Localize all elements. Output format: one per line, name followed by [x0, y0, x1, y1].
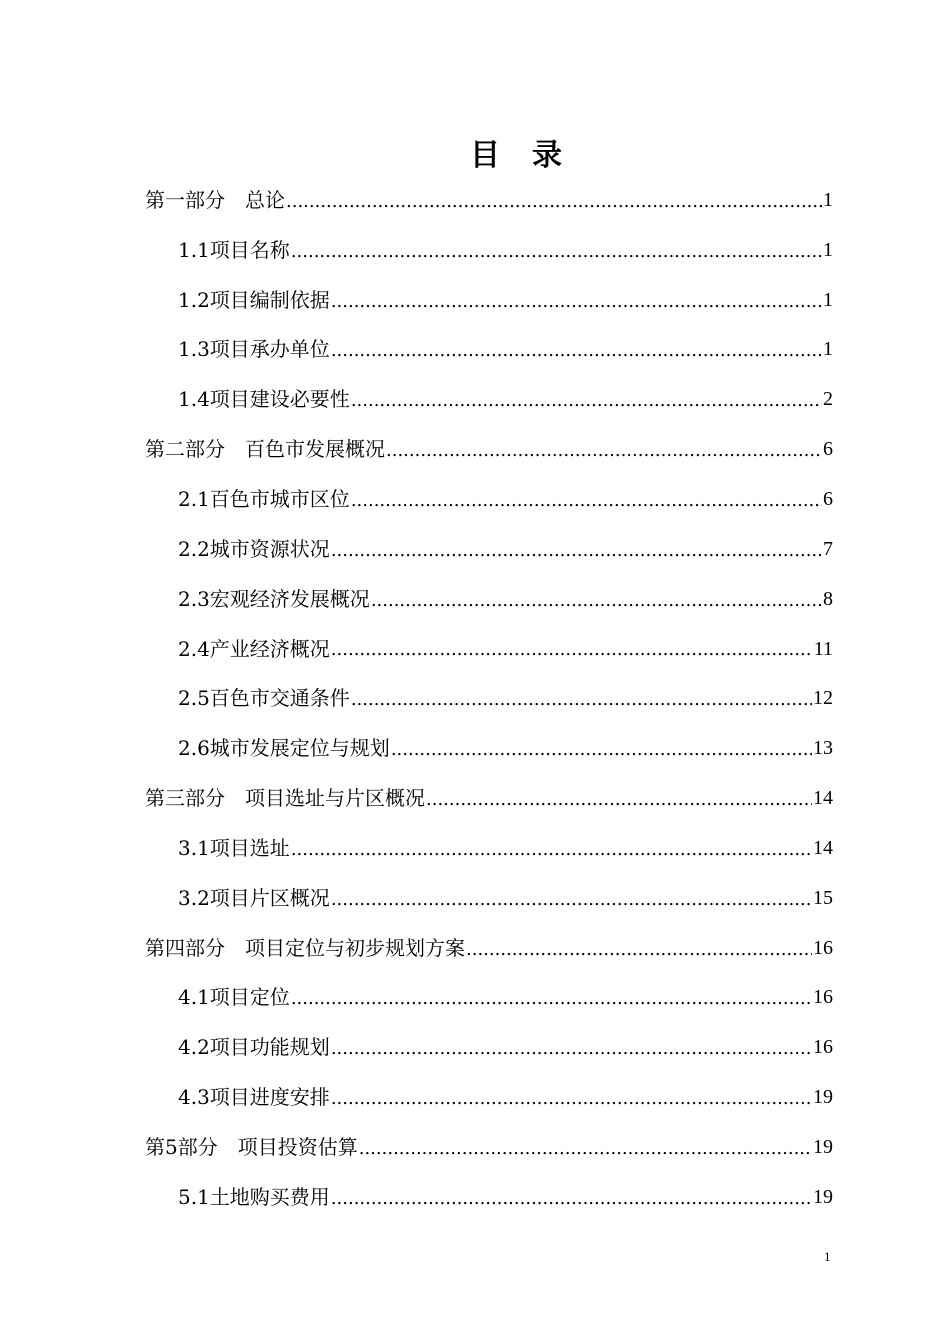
- toc-dot-leader: [331, 891, 812, 923]
- toc-entry-page-number: 14: [813, 787, 833, 810]
- toc-entry[interactable]: [145, 474, 833, 524]
- toc-entry-label: 2.3宏观经济发展概况: [178, 586, 370, 611]
- toc-entry-label: 2.4产业经济概况: [178, 636, 330, 661]
- toc-entry-page-number: 16: [813, 986, 833, 1009]
- toc-entry-label: 1.3项目承办单位: [178, 337, 330, 362]
- toc-dot-leader: [359, 1140, 812, 1172]
- toc-entry-label: 4.3项目进度安排: [178, 1085, 330, 1110]
- toc-dot-leader: [331, 1040, 812, 1072]
- toc-entry-label: 1.4项目建设必要性: [178, 387, 350, 412]
- toc-entry-page-number: 19: [813, 1135, 833, 1158]
- toc-entry[interactable]: [145, 275, 833, 325]
- toc-entry[interactable]: [145, 424, 833, 474]
- toc-entry-page-number: 13: [813, 737, 833, 760]
- toc-entry[interactable]: [145, 923, 833, 973]
- toc-entry[interactable]: [145, 624, 833, 674]
- toc-entry-page-number: 7: [823, 537, 833, 560]
- toc-entry-page-number: 8: [823, 587, 833, 610]
- toc-entry-page-number: 1: [823, 188, 833, 211]
- toc-entry-label: 1.1项目名称: [178, 237, 290, 262]
- toc-entry[interactable]: [145, 823, 833, 873]
- toc-entry-page-number: 16: [813, 1036, 833, 1059]
- toc-entry[interactable]: [145, 1122, 833, 1172]
- toc-entry[interactable]: [145, 873, 833, 923]
- toc-entry-label: 第二部分 百色市发展概况: [145, 437, 385, 462]
- toc-entry-label: 5.1土地购买费用: [178, 1184, 330, 1209]
- toc-entry-page-number: 6: [823, 487, 833, 510]
- toc-entry-label: 第四部分 项目定位与初步规划方案: [145, 935, 465, 960]
- toc-entry[interactable]: [145, 673, 833, 723]
- toc-dot-leader: [466, 941, 812, 973]
- toc-entry[interactable]: [145, 1022, 833, 1072]
- toc-entry-label: 3.1项目选址: [178, 835, 290, 860]
- toc-dot-leader: [331, 1090, 812, 1122]
- toc-title-char-1: 目: [470, 138, 502, 173]
- toc-entry[interactable]: [145, 973, 833, 1023]
- toc-entry-label: 2.2城市资源状况: [178, 536, 330, 561]
- page-number: 1: [824, 1249, 831, 1264]
- toc-entry[interactable]: [145, 524, 833, 574]
- toc-entry-label: 第一部分 总论: [145, 187, 285, 212]
- toc-entry-page-number: 1: [823, 338, 833, 361]
- toc-entry-page-number: 14: [813, 836, 833, 859]
- toc-entry[interactable]: [145, 723, 833, 773]
- toc-dot-leader: [331, 542, 822, 574]
- toc-dot-leader: [371, 592, 822, 624]
- toc-entry-label: 2.1百色市城市区位: [178, 486, 350, 511]
- toc-title: [0, 130, 950, 174]
- toc-dot-leader: [351, 492, 822, 524]
- toc-entry[interactable]: [145, 1072, 833, 1122]
- toc-entry-label: 3.2项目片区概况: [178, 885, 330, 910]
- toc-title-char-2: 录: [532, 138, 564, 173]
- toc-dot-leader: [291, 243, 822, 275]
- toc-entry[interactable]: [145, 325, 833, 375]
- toc-entry[interactable]: [145, 225, 833, 275]
- toc-dot-leader: [331, 293, 822, 325]
- toc-entry-page-number: 1: [823, 288, 833, 311]
- toc-entry-page-number: 16: [813, 936, 833, 959]
- toc-entry-label: 第5部分 项目投资估算: [145, 1134, 358, 1159]
- toc-entry-label: 2.6城市发展定位与规划: [178, 736, 390, 761]
- toc-entry-label: 1.2项目编制依据: [178, 287, 330, 312]
- toc-entry-page-number: 11: [813, 637, 833, 660]
- toc-entry[interactable]: [145, 1172, 833, 1222]
- toc-dot-leader: [286, 193, 822, 225]
- toc-entry[interactable]: [145, 175, 833, 225]
- toc-entry-page-number: 19: [813, 1185, 833, 1208]
- toc-dot-leader: [331, 641, 813, 673]
- toc-entry-label: 第三部分 项目选址与片区概况: [145, 786, 425, 811]
- toc-dot-leader: [291, 841, 812, 873]
- toc-dot-leader: [426, 791, 812, 823]
- toc-entry[interactable]: [145, 374, 833, 424]
- toc-dot-leader: [331, 342, 822, 374]
- toc-dot-leader: [291, 990, 812, 1022]
- toc-dot-leader: [331, 1190, 812, 1222]
- toc-entry[interactable]: [145, 574, 833, 624]
- toc-entry-page-number: 12: [813, 687, 833, 710]
- toc-entry-page-number: 1: [823, 238, 833, 261]
- toc-entry-label: 4.1项目定位: [178, 985, 290, 1010]
- toc-entry-page-number: 6: [823, 438, 833, 461]
- table-of-contents: [145, 175, 833, 1222]
- toc-entry-page-number: 15: [813, 886, 833, 909]
- toc-entry-page-number: 19: [813, 1086, 833, 1109]
- toc-entry[interactable]: [145, 773, 833, 823]
- toc-entry-label: 2.5百色市交通条件: [178, 686, 350, 711]
- toc-dot-leader: [391, 741, 812, 773]
- toc-entry-page-number: 2: [823, 388, 833, 411]
- toc-entry-label: 4.2项目功能规划: [178, 1035, 330, 1060]
- toc-dot-leader: [351, 691, 812, 723]
- toc-dot-leader: [351, 392, 822, 424]
- toc-dot-leader: [386, 442, 822, 474]
